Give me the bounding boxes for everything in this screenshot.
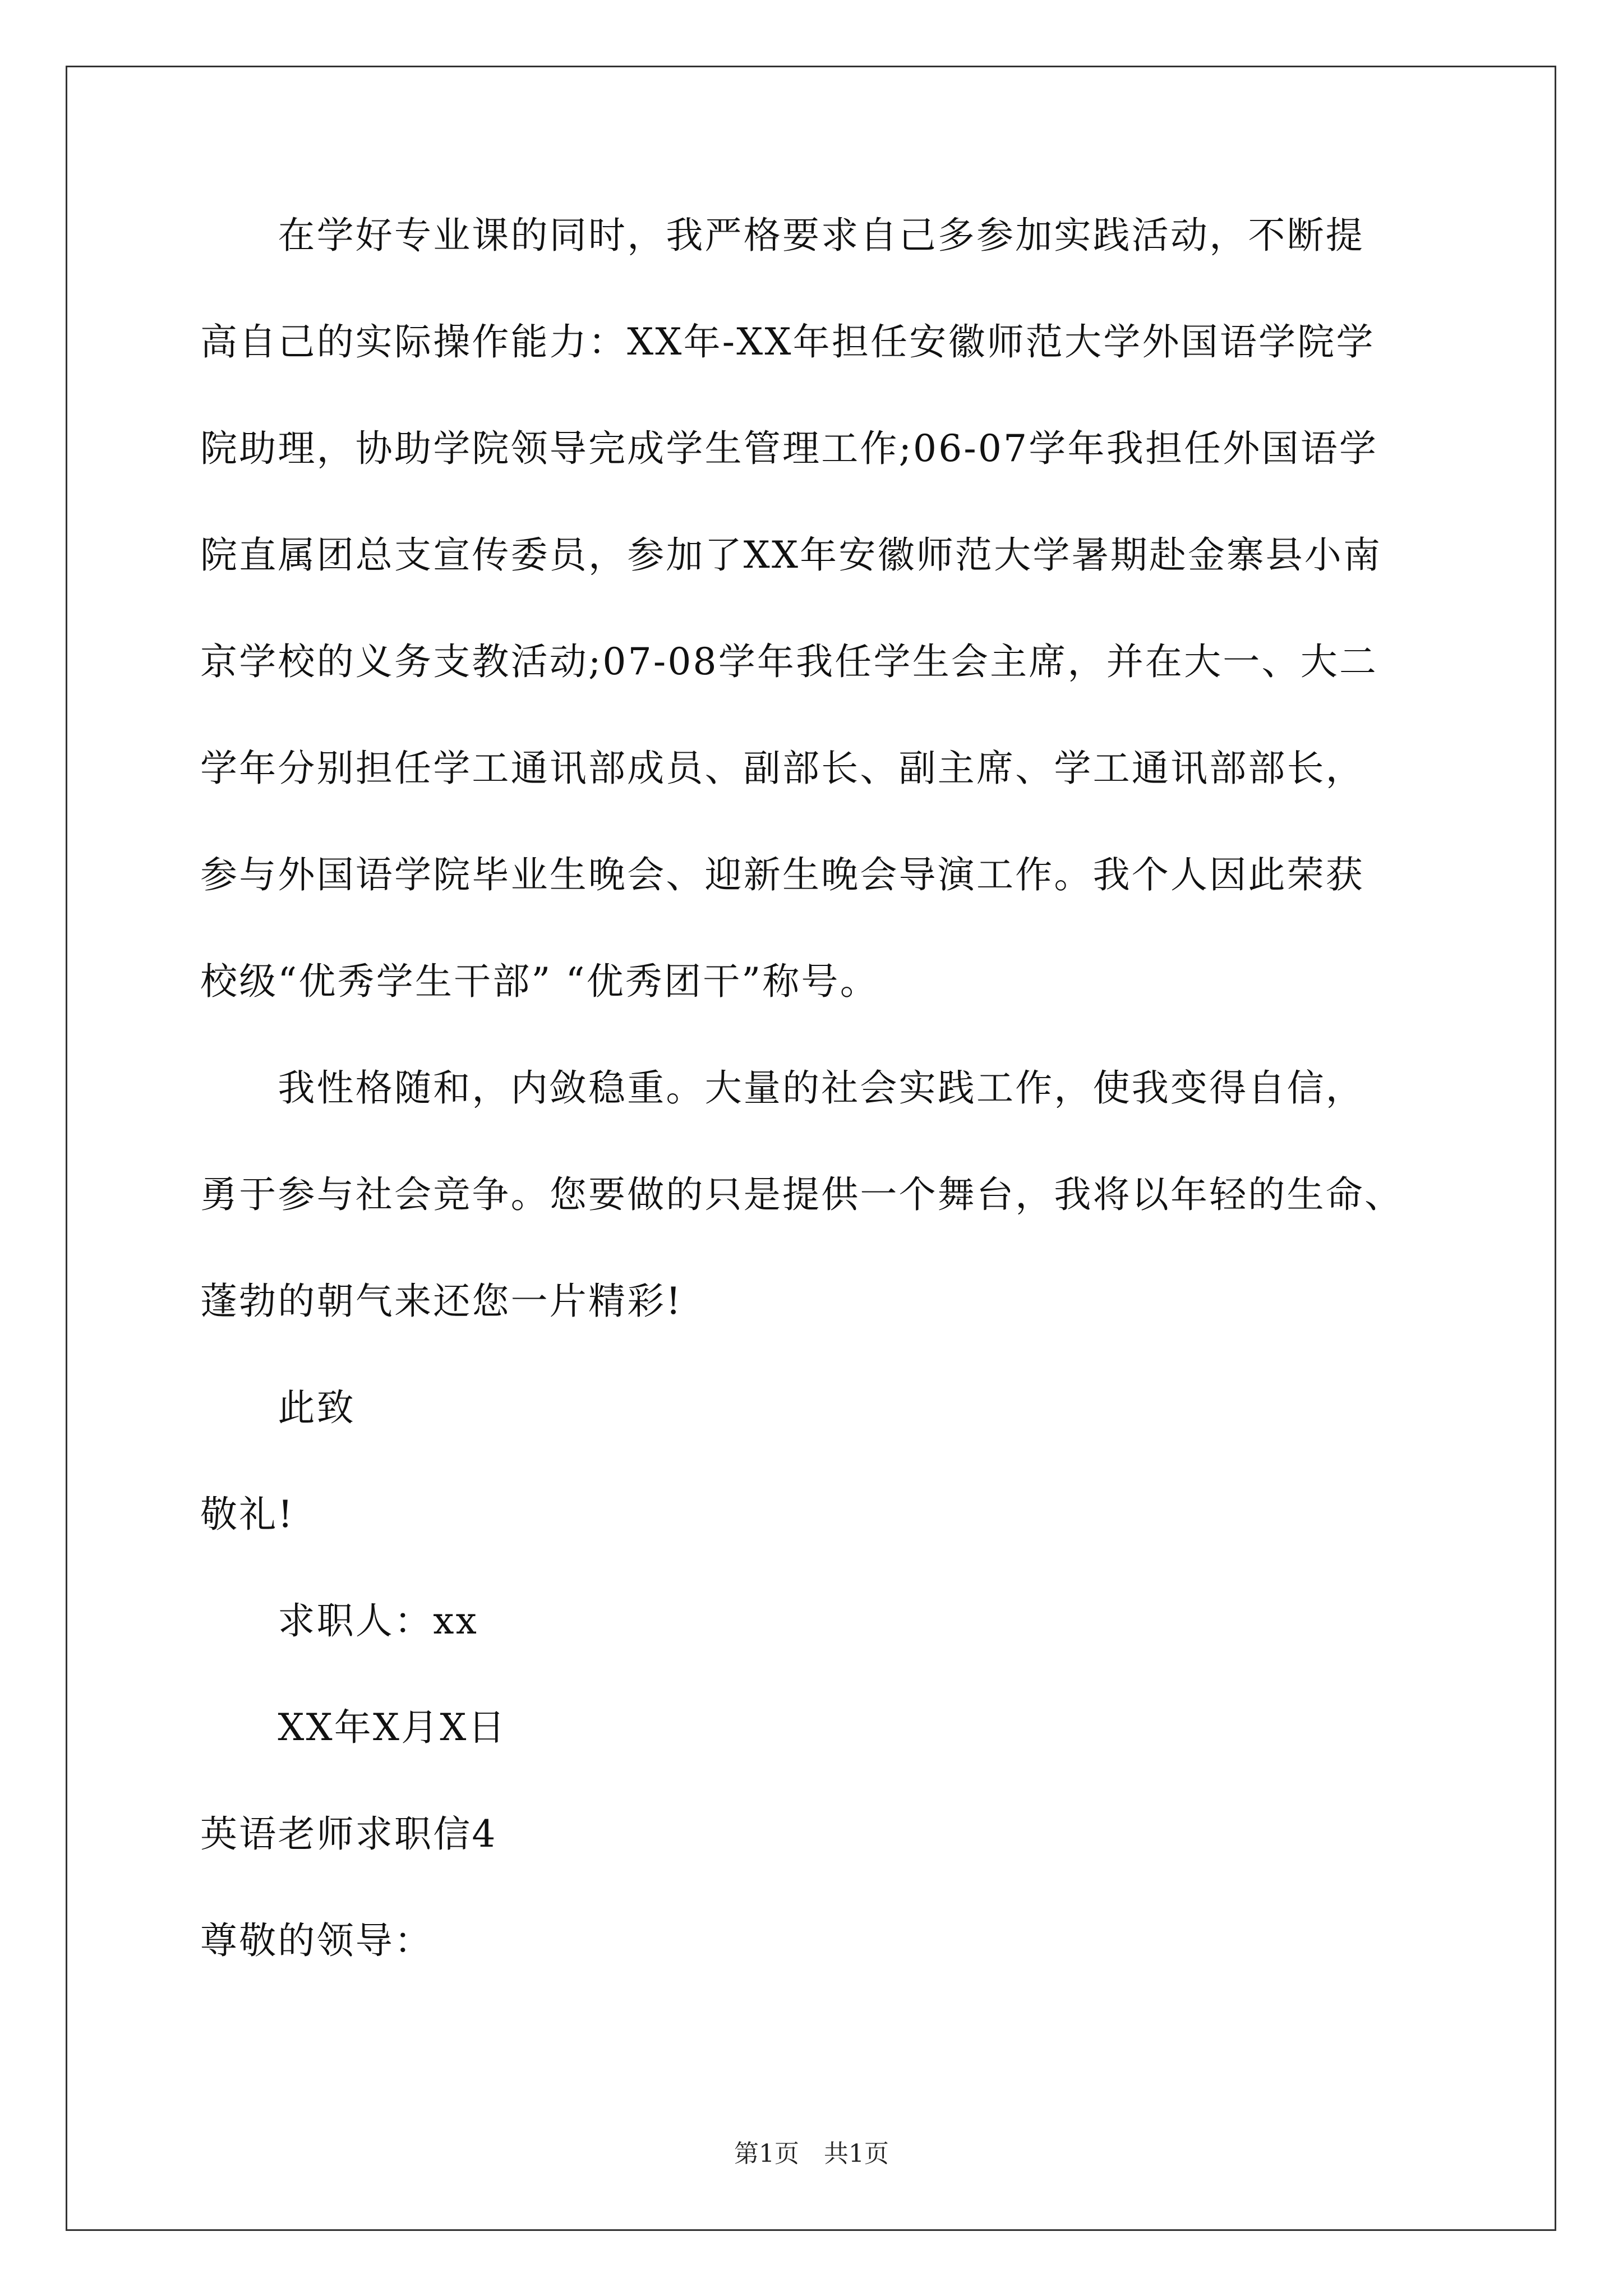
paragraph-line: 学年分别担任学工通讯部成员、副部长、副主席、学工通讯部部长，: [200, 747, 1364, 790]
closing-line: 此致: [200, 1386, 356, 1429]
page-border: [66, 66, 1556, 2231]
paragraph-line: 京学校的义务支教活动;07-08学年我任学生会主席，并在大一、大二: [200, 640, 1378, 683]
date-line: XX年X月X日: [200, 1706, 507, 1749]
salutation-line: 敬礼!: [200, 1493, 295, 1536]
paragraph-line: 蓬勃的朝气来还您一片精彩!: [200, 1280, 683, 1323]
greeting-line: 尊敬的领导：: [200, 1919, 434, 1962]
paragraph-line: 高自己的实际操作能力：XX年-XX年担任安徽师范大学外国语学院学: [200, 320, 1375, 364]
paragraph-line: 院助理，协助学院领导完成学生管理工作;06-07学年我担任外国语学: [200, 427, 1378, 470]
page-footer: 第1页 共1页: [734, 2139, 889, 2168]
paragraph-line: 校级“优秀学生干部” “优秀团干”称号。: [200, 960, 879, 1003]
paragraph-line: 勇于参与社会竞争。您要做的只是提供一个舞台，我将以年轻的生命、: [200, 1173, 1404, 1216]
paragraph-line: 参与外国语学院毕业生晚会、迎新生晚会导演工作。我个人因此荣获: [200, 853, 1364, 896]
paragraph-line: 院直属团总支宣传委员，参加了XX年安徽师范大学暑期赴金寨县小南: [200, 533, 1382, 577]
section-title: 英语老师求职信4: [200, 1812, 497, 1856]
paragraph-line: 我性格随和，内敛稳重。大量的社会实践工作，使我变得自信，: [200, 1066, 1364, 1110]
signature-line: 求职人：xx: [200, 1599, 479, 1642]
paragraph-line: 在学好专业课的同时，我严格要求自己多参加实践活动，不断提: [200, 214, 1364, 257]
